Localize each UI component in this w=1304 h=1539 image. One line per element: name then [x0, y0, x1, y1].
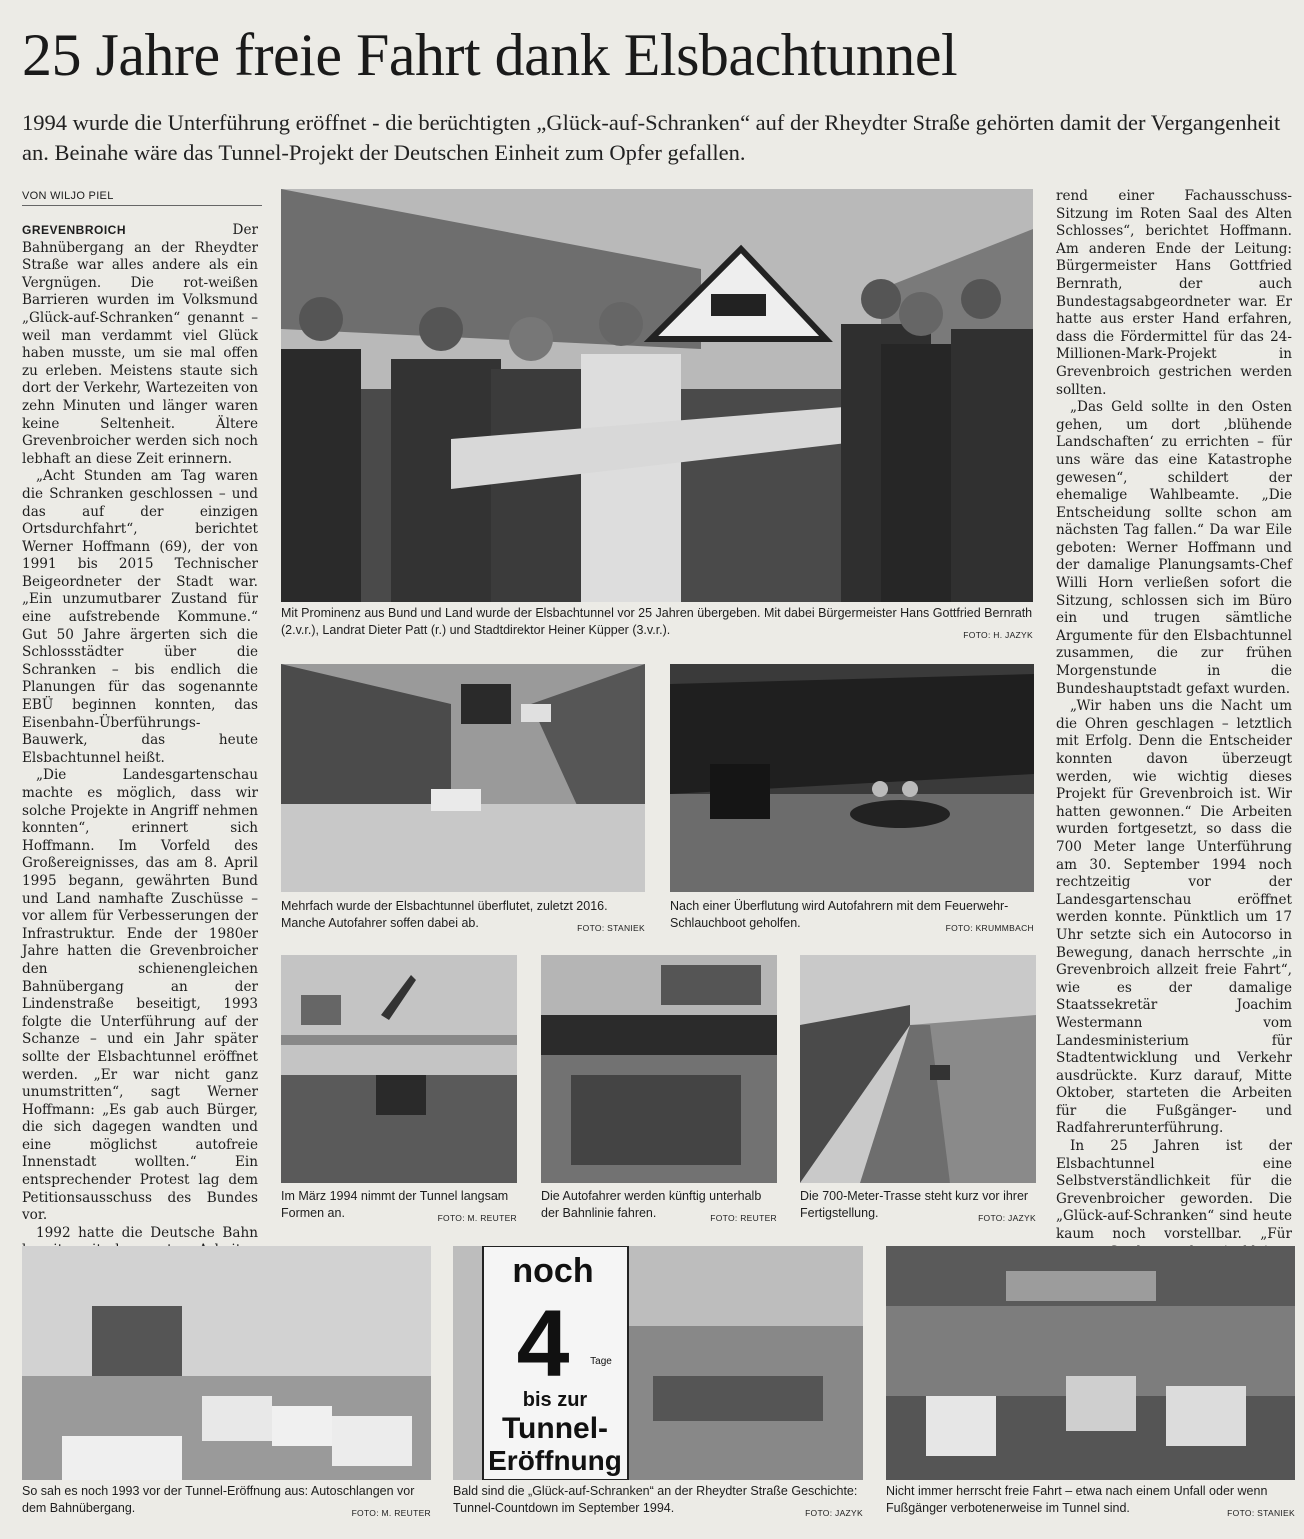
- paragraph: „Acht Stunden am Tag waren die Schranken geschlossen – und das auf der einzigen Ortsdurchfahrt“, berichtet Werner Hoffmann (69), der von 1991 bis 2015 Technischer Beigeordneter der Stadt war. „Ein unzumutbarer Zustand für eine aufstrebende Kommune.“ Gut 50 Jahre ärgerten sich die Schlossstädter über die Schranken – bis endlich die Planungen für das sogenannte EBÜ beginnen konnten, das Eisenbahn-Überführungs-Bauwerk, das heute Elsbachtunnel heißt.: [22, 468, 258, 766]
- caption-text: Mit Prominenz aus Bund und Land wurde der Elsbachtunnel vor 25 Jahren übergeben. Mit dabei Bürgermeister Hans Gottfried Bernrath (2.v.r.), Landrat Dieter Patt (r.) und Stadtdirektor Heiner Küpper (3.v.r.).: [281, 606, 1033, 637]
- sign-number: 4: [516, 1291, 570, 1397]
- sign-line-1: bis zur: [522, 1389, 588, 1411]
- caption-text: So sah es noch 1993 vor der Tunnel-Eröffnung aus: Autoschlangen vor dem Bahnübergang.: [22, 1484, 415, 1515]
- paragraph: „Wir haben uns die Nacht um die Ohren geschlagen – letztlich mit Erfolg. Denn die Entscheider konnten davon überzeugt werden, wie wichtig dieses Projekt für Grevenbroich ist. Wir hatten gewonnen.“ Die Arbeiten wurden fortgesetzt, so dass die 700 Meter lange Unterführung am 30. September 1994 noch rechtzeitig vor der Landesgartenschau eröffnet werden konnte. Pünktlich um 17 Uhr setzte sich ein Autocorso in Bewegung, danach herrschte „in Grevenbroich allzeit freie Fahrt“, wie es der damalige Staatssekretär Joachim Westermann vom Landesministerium für Stadtentwicklung und Verkehr ausdrückte. Kurz darauf, Mitte Oktober, starteten die Arbeiten für die Fußgänger- und Radfahrerunterführung.: [1056, 698, 1292, 1137]
- caption-text: Bald sind die „Glück-auf-Schranken“ an der Rheydter Straße Geschichte: Tunnel-Countdown im September 1994.: [453, 1484, 858, 1515]
- photo-credit: FOTO: STANIEK: [577, 923, 645, 933]
- traffic-1993-photo: [22, 1246, 431, 1480]
- byline: VON WILJO PIEL: [22, 190, 262, 206]
- headline: 25 Jahre freie Fahrt dank Elsbachtunnel: [22, 22, 958, 88]
- traffic-jam-photo: [886, 1246, 1295, 1480]
- countdown-photo: [453, 1246, 863, 1480]
- construction-photo-2: [541, 955, 777, 1183]
- photo-credit: FOTO: JAZYK: [805, 1508, 863, 1518]
- caption-text: Mehrfach wurde der Elsbachtunnel überflutet, zuletzt 2016. Manche Autofahrer soffen dabei ab.: [281, 899, 608, 930]
- flood-photo-left-caption: [281, 898, 645, 937]
- construction-photo-3: [800, 955, 1036, 1183]
- flood-photo-right-caption: [670, 898, 1034, 937]
- sign-top-text: noch: [512, 1252, 594, 1290]
- construction-photo-1: [281, 955, 517, 1183]
- caption-text: Die 700-Meter-Trasse steht kurz vor ihrer Fertigstellung.: [800, 1189, 1029, 1220]
- paragraph-text: Der Bahnübergang an der Rheydter Straße war alles andere als ein Vergnügen. Die rot-weißen Barrieren wurden im Volksmund „Glück-auf-Schranken“ genannt – weil man verdammt viel Glück haben musste, um sie mal offen zu erleben. Meistens staute sich dort der Verkehr, Wartezeiten von zehn Minuten und länger waren keine Seltenheit. Ältere Grevenbroicher werden sich noch lebhaft an diese Zeit erinnern.: [22, 222, 258, 467]
- countdown-caption: [453, 1483, 863, 1522]
- photo-credit: FOTO: M. REUTER: [351, 1508, 431, 1518]
- caption-text: Im März 1994 nimmt der Tunnel langsam Formen an.: [281, 1189, 509, 1220]
- caption-text: Nicht immer herrscht freie Fahrt – etwa nach einem Unfall oder wenn Fußgänger verbotenerweise im Tunnel sind.: [886, 1484, 1268, 1515]
- caption-text: Die Autofahrer werden künftig unterhalb der Bahnlinie fahren.: [541, 1189, 762, 1220]
- subheadline: 1994 wurde die Unterführung eröffnet - die berüchtigten „Glück-auf-Schranken“ auf der Rheydter Straße gehörten damit der Vergangenheit an. Beinahe wäre das Tunnel-Projekt der Deutschen Einheit zum Opfer gefallen.: [22, 110, 1281, 165]
- photo-credit: FOTO: JAZYK: [978, 1213, 1036, 1223]
- article-right-column: [1056, 188, 1292, 1367]
- article-left-column: [22, 222, 258, 1348]
- traffic-1993-caption: [22, 1483, 431, 1522]
- photo-credit: FOTO: H. JAZYK: [963, 630, 1033, 640]
- construction-photo-2-caption: [541, 1188, 777, 1227]
- photo-credit: FOTO: REUTER: [710, 1213, 777, 1223]
- photo-credit: FOTO: STANIEK: [1227, 1508, 1295, 1518]
- main-photo: [281, 189, 1033, 602]
- paragraph: In 25 Jahren ist der Elsbachtunnel eine Selbstverständlichkeit für die Grevenbroicher geworden. Die „Glück-auf-Schranken“ sind heute kaum noch vorstellbar. „Für: [1056, 1138, 1292, 1243]
- paragraph: „Das Geld sollte in den Osten gehen, um dort ‚blühende Landschaften‘ zu errichten – für uns wäre das eine Katastrophe gewesen“, schildert der ehemalige Wahlbeamte. „Die Entscheidung sollte schon am nächsten Tag fallen.“ Da war Eile geboten: Werner Hoffmann und der damalige Planungsamts-Chef Willi Horn verließen sofort die Sitzung, schlossen sich im Büro ein und trugen sämtliche Argumente für den Elsbachtunnel zusammen, die zur frühen Morgenstunde in die Bundeshauptstadt gefaxt wurden.: [1056, 399, 1292, 697]
- paragraph: „Die Landesgartenschau machte es möglich, dass wir solche Projekte in Angriff nehmen konnten“, erinnert sich Hoffmann. Im Vorfeld des Großereignisses, das am 8. April 1995 begann, gewährten Bund und Land namhafte Zuschüsse – vor allem für Verbesserungen der Infrastruktur. Ende der 1980er Jahre hatten die Grevenbroicher den schienengleichen Bahnübergang an der Lindenstraße beseitigt, 1993 folgte die Unterführung auf der Schanze – und ein Jahr später sollte der Elsbachtunnel eröffnet werden. „Er war nicht ganz unumstritten“, sagt Werner Hoffmann: „Es gab auch Bürger, die sich dagegen wandten und eine möglichst autofreie Innenstadt wollten.“ Ein entsprechender Protest lag dem Petitionsausschuss des Bundes vor.: [22, 767, 258, 1224]
- main-photo-caption: [281, 605, 1033, 644]
- flood-photo-right: [670, 664, 1034, 892]
- paragraph: [22, 222, 258, 468]
- construction-photo-3-caption: [800, 1188, 1036, 1227]
- flood-photo-left: [281, 664, 645, 892]
- construction-photo-1-caption: [281, 1188, 517, 1227]
- sign-unit: Tage: [590, 1356, 612, 1367]
- dateline: GREVENBROICH: [22, 223, 127, 237]
- paragraph: 1992 hatte die Deutsche Bahn: [36, 1224, 258, 1241]
- caption-text: Nach einer Überflutung wird Autofahrern mit dem Feuerwehr-Schlauchboot geholfen.: [670, 899, 1009, 930]
- sign-line-2: Tunnel-: [501, 1412, 609, 1445]
- sign-line-3: Eröffnung: [488, 1445, 622, 1476]
- traffic-jam-caption: [886, 1483, 1295, 1522]
- photo-credit: FOTO: KRUMMBACH: [945, 923, 1034, 933]
- photo-credit: FOTO: M. REUTER: [437, 1213, 517, 1223]
- paragraph: rend einer Fachausschuss-Sitzung im Roten Saal des Alten Schlosses“, berichtet Hoffmann. Am anderen Ende der Leitung: Bürgermeister Hans Gottfried Bernrath, der auch Bundestagsabgeordneter war. Er hatte aus erster Hand erfahren, dass die Fördermittel für das 24-Millionen-Mark-Projekt in Grevenbroich gestrichen werden sollten.: [1056, 188, 1292, 398]
